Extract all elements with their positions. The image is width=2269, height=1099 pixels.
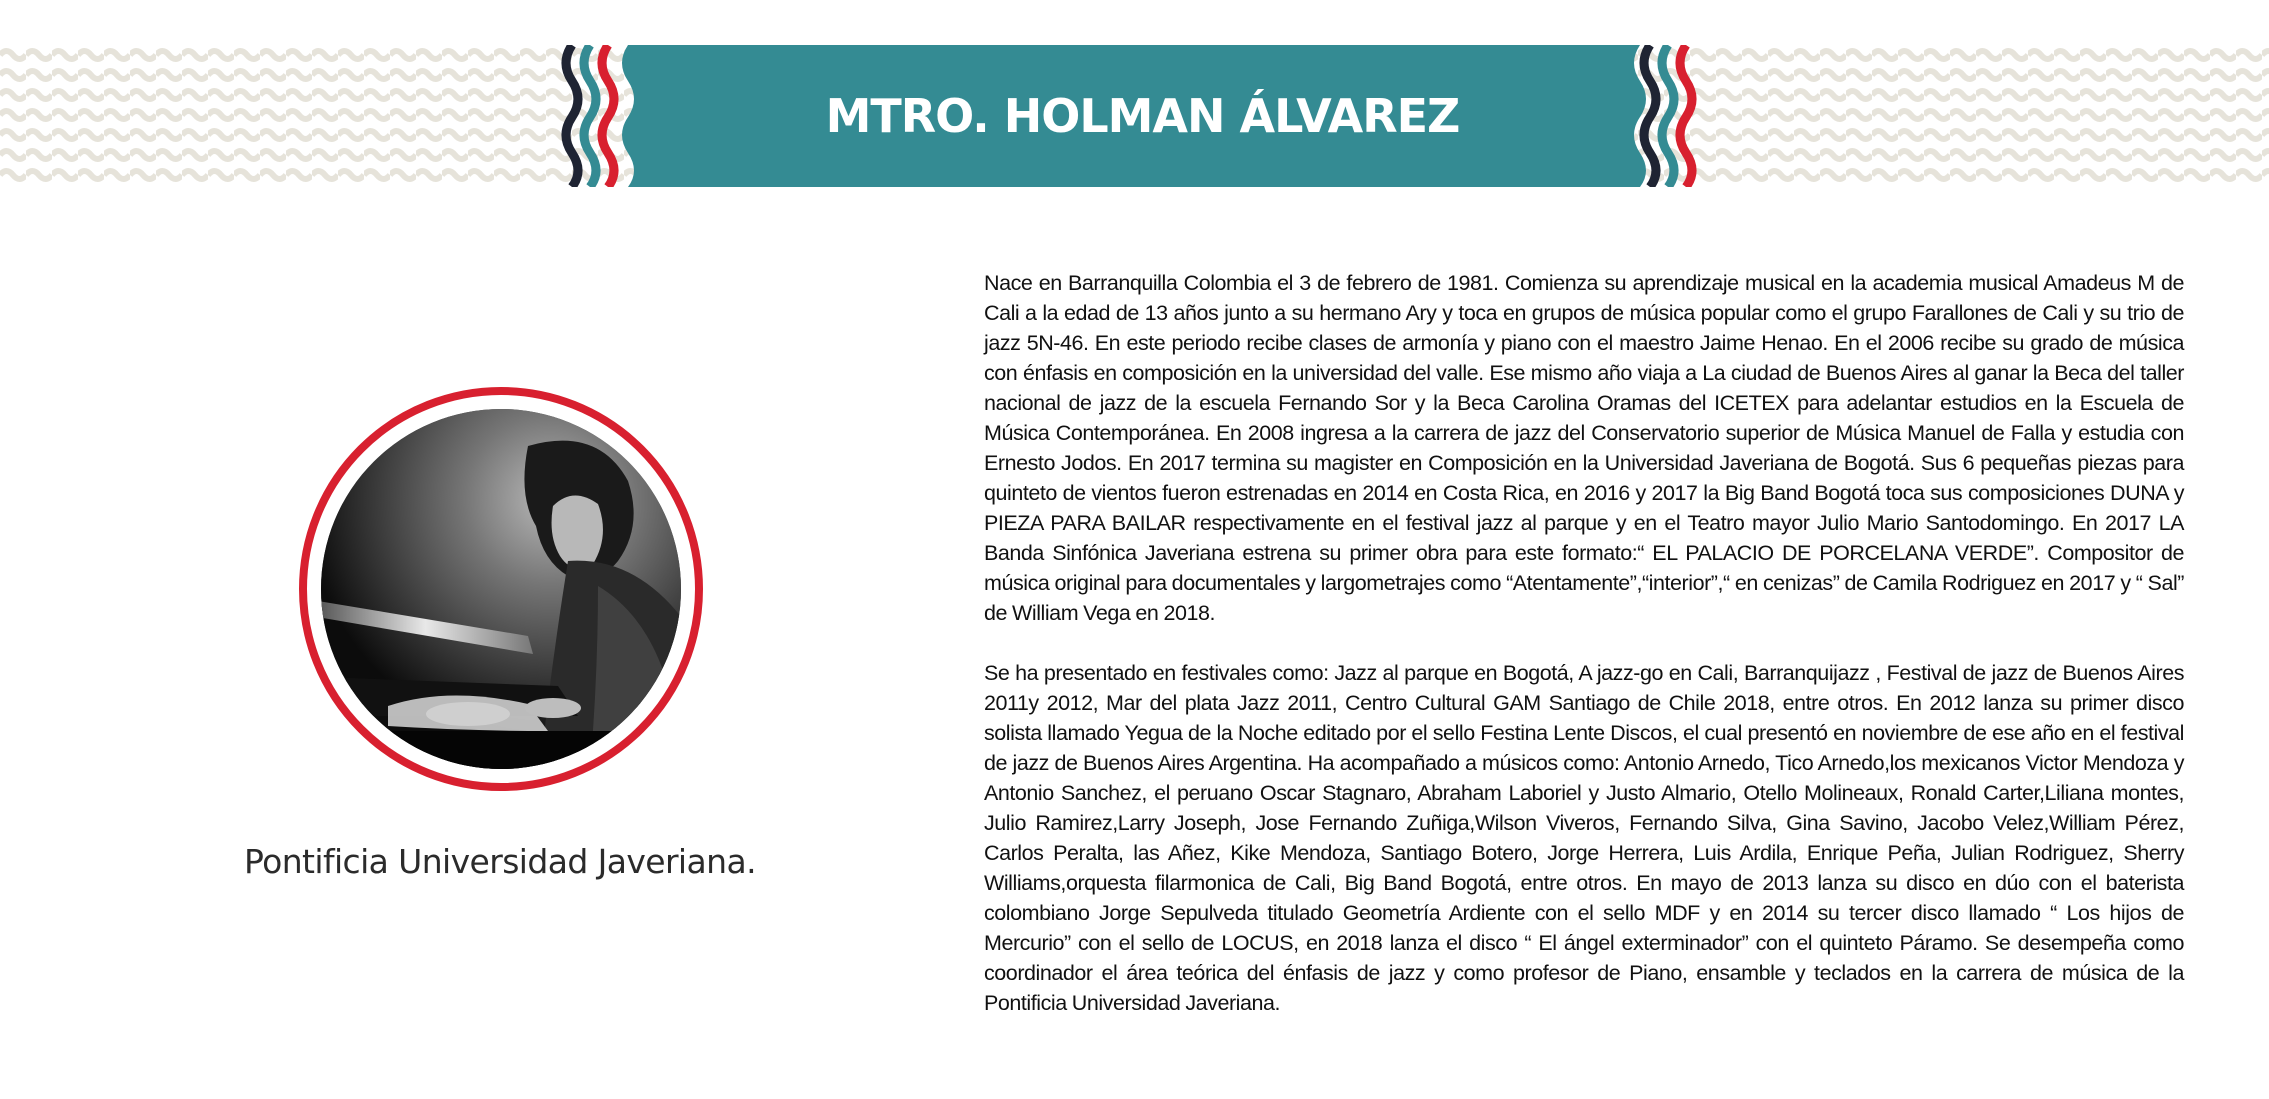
biography	[984, 268, 2184, 1018]
bio-paragraph-1: Nace en Barranquilla Colombia el 3 de febrero de 1981. Comienza su aprendizaje musical en la academia musical Amadeus M de Cali a la edad de 13 años junto a su hermano Ary y toca en grupos de música popular como el grupo Farallones de Cali y su trio de jazz 5N-46. En este periodo recibe clases de armonía y piano con el maestro Jaime Henao. En el 2006 recibe su grado de música con énfasis en composición en la universidad del valle. Ese mismo año viaja a La ciudad de Buenos Aires al ganar la Beca del taller nacional de jazz de la escuela Fernando Sor y la Beca Carolina Oramas del ICETEX para adelantar estudios en la Escuela de Música Contemporánea. En 2008 ingresa a la carrera de jazz del Conservatorio superior de Música Manuel de Falla y estudia con Ernesto Jodos. En 2017 termina su magister en Composición en la Universidad Javeriana de Bogotá. Sus 6 pequeñas piezas para quinteto de vientos fueron estrenadas en 2014 en Costa Rica, en 2016 y 2017 la Big Band Bogotá toca sus composiciones DUNA y PIEZA PARA BAILAR respectivamente en el festival jazz al parque y en el Teatro mayor Julio Mario Santodomingo. En 2017 LA Banda Sinfónica Javeriana estrena su primer obra para este formato:“ EL PALACIO DE PORCELANA VERDE”. Compositor de música original para documentales y largometrajes como “Atentamente”,“interior”,“ en cenizas” de Camila Rodriguez en 2017 y “ Sal” de William Vega en 2018.	[984, 271, 2184, 625]
portrait-photo	[298, 386, 704, 792]
page-title: MTRO. HOLMAN ÁLVAREZ	[825, 89, 1460, 143]
bio-paragraph-2: Se ha presentado en festivales como: Jazz al parque en Bogotá, A jazz-go en Cali, Barranquijazz , Festival de jazz de Buenos Aires 2011y 2012, Mar del plata Jazz 2011, Centro Cultural GAM Santiago de Chile 2018, entre otros. En 2012 lanza su primer disco solista llamado Yegua de la Noche editado por el sello Festina Lente Discos, el cual presentó en noviembre de ese año en el festival de jazz de Buenos Aires Argentina. Ha acompañado a músicos como: Antonio Arnedo, Tico Arnedo,los mexicanos Victor Mendoza y Antonio Sanchez, el peruano Oscar Stagnaro, Abraham Laboriel y Justo Almario, Otello Molineaux, Ronald Carter,Liliana montes, Julio Ramirez,Larry Joseph, Jose Fernando Zuñiga,Wilson Viveros, Fernando Silva, Gina Savino, Jacobo Velez,William Pérez, Carlos Peralta, las Añez, Kike Mendoza, Santiago Botero, Jorge Herrera, Luis Ardila, Enrique Peña, Julian Rodriguez, Sherry Williams,orquesta filarmonica de Cali, Big Band Bogotá, entre otros. En mayo de 2013 lanza su disco en dúo con el baterista colombiano Jorge Sepulveda titulado Geometría Ardiente con el sello MDF y en 2014 su tercer disco llamado “ Los hijos de Mercurio” con el sello de LOCUS, en 2018 lanza el disco “ El ángel exterminador” con el quinteto Páramo. Se desempeña como coordinador el área teórica del énfasis de jazz y como profesor de Piano, ensamble y teclados en la carrera de música de la Pontificia Universidad Javeriana.	[984, 661, 2184, 1015]
portrait-caption: Pontificia Universidad Javeriana.	[244, 842, 756, 881]
